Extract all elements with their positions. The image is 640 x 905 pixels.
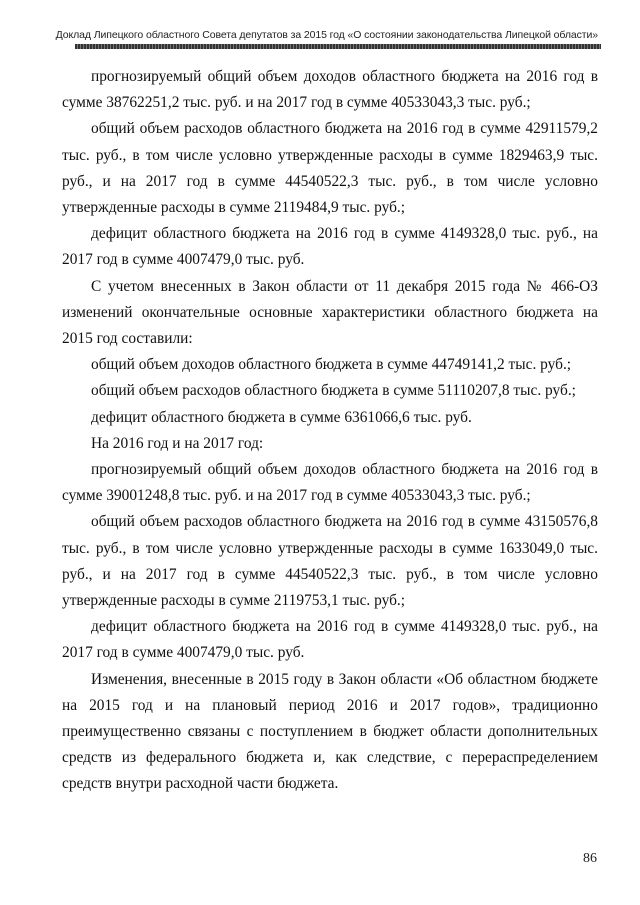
paragraph-subheading-2016-2017: На 2016 год и на 2017 год:	[91, 434, 264, 452]
paragraph-revised-revenue-forecast: прогнозируемый общий объем доходов областного бюджета на 2016 год в сумме 39001248,8 тыс. руб. и на 2017 год в сумме 40533043,3 тыс. руб.;	[62, 461, 598, 505]
paragraph-revenue-2015: общий объем доходов областного бюджета в сумме 44749141,2 тыс. руб.;	[91, 356, 572, 374]
paragraph-deficit-2016-2017: дефицит областного бюджета на 2016 год в сумме 4149328,0 тыс. руб., на 2017 год в сумме 4007479,0 тыс. руб.	[62, 225, 598, 269]
paragraph-deficit-2015: дефицит областного бюджета в сумме 6361066,6 тыс. руб.	[91, 408, 472, 426]
paragraph-revised-deficit: дефицит областного бюджета на 2016 год в сумме 4149328,0 тыс. руб., на 2017 год в сумме 4007479,0 тыс. руб.	[62, 618, 598, 662]
body-text	[62, 64, 598, 798]
paragraph-amendments-intro: С учетом внесенных в Закон области от 11 декабря 2015 года № 466-ОЗ изменений окончательные основные характеристики областного бюджета на 2015 год составили:	[62, 277, 598, 348]
running-header: Доклад Липецкого областного Совета депутатов за 2015 год «О состоянии законодательства Липецкой области»	[55, 29, 598, 41]
paragraph-conclusion: Изменения, внесенные в 2015 году в Закон области «Об областном бюджете на 2015 год и на плановый период 2016 и 2017 годов», традиционно преимущественно связаны с поступлением в бюджет области дополнительных средств из федерального бюджета и, как следствие, с перераспределением средств внутри расходной части бюджета.	[62, 670, 598, 793]
paragraph-expenses-2016-2017: общий объем расходов областного бюджета на 2016 год в сумме 42911579,2 тыс. руб., в том числе условно утвержденные расходы в сумме 1829463,9 тыс. руб., и на 2017 год в сумме 44540522,3 тыс. руб., в том числе условно утвержденные расходы в сумме 2119484,9 тыс. руб.;	[62, 120, 598, 217]
page-number: 86	[583, 851, 597, 866]
paragraph-revenue-forecast-2016-2017: прогнозируемый общий объем доходов областного бюджета на 2016 год в сумме 38762251,2 тыс. руб. и на 2017 год в сумме 40533043,3 тыс. руб.;	[62, 68, 598, 112]
paragraph-revised-expenses: общий объем расходов областного бюджета на 2016 год в сумме 43150576,8 тыс. руб., в том числе условно утвержденные расходы в сумме 1633049,0 тыс. руб., и на 2017 год в сумме 44540522,3 тыс. руб., в том числе условно утвержденные расходы в сумме 2119753,1 тыс. руб.;	[62, 513, 598, 610]
paragraph-expenses-2015: общий объем расходов областного бюджета в сумме 51110207,8 тыс. руб.;	[91, 382, 576, 400]
header-rule	[75, 44, 601, 49]
